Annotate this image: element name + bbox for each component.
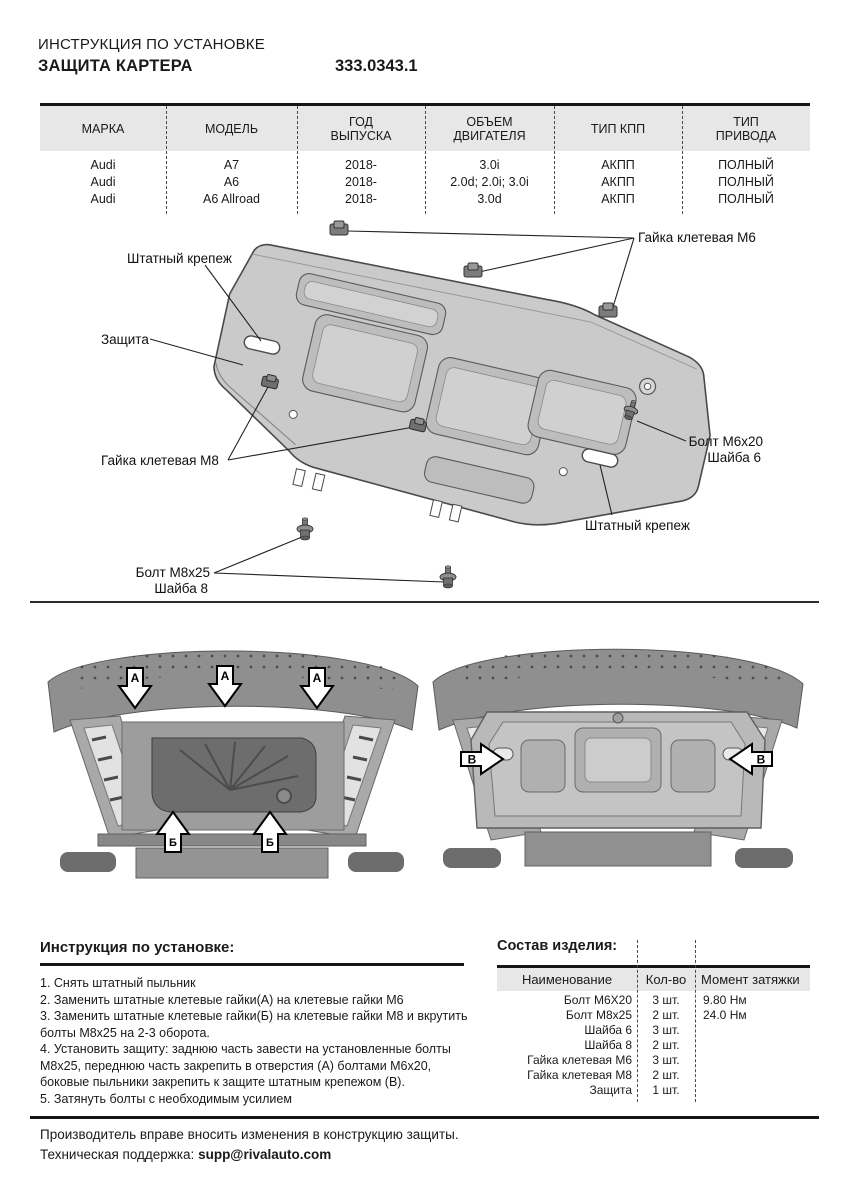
photo-underbody-after xyxy=(425,620,810,892)
instructions-steps xyxy=(40,975,478,1107)
footer-divider xyxy=(30,1116,819,1119)
table-divider xyxy=(297,106,298,214)
col-engine: ОБЪЕМ ДВИГАТЕЛЯ xyxy=(453,114,526,143)
col-gearbox: ТИП КПП xyxy=(590,121,646,136)
footer-support xyxy=(40,1147,331,1162)
arrow-a-label: А xyxy=(220,669,230,683)
arrow-a-label: А xyxy=(312,671,322,685)
instructions-section xyxy=(40,939,480,1107)
support-label: Техническая поддержка: xyxy=(40,1147,195,1162)
col-marka: МАРКА xyxy=(81,121,125,136)
plate-notch xyxy=(293,469,325,491)
col-drive: ТИП ПРИВОДА xyxy=(715,114,777,143)
cell: 3.0i xyxy=(479,158,500,172)
vehicle-table xyxy=(40,103,810,208)
cell: ПОЛНЫЙ xyxy=(718,192,774,206)
part-number: 333.0343.1 xyxy=(335,57,418,75)
cell: Audi xyxy=(90,158,116,172)
cell: Audi xyxy=(90,192,116,206)
callout-factory-fastener-bottom: Штатный крепеж xyxy=(585,518,690,533)
step-5: 5. Затянуть болты с необходимым усилием xyxy=(40,1091,292,1106)
parts-table-rows xyxy=(497,993,810,1098)
section-divider xyxy=(30,601,819,603)
cell: АКПП xyxy=(601,192,635,206)
parts-row: Защита 1 шт. xyxy=(589,1083,680,1097)
cell: 2.0d; 2.0i; 3.0i xyxy=(450,175,529,189)
callout-cage-nut-m6: Гайка клетевая М6 xyxy=(638,230,756,245)
arrow-b-label: Б xyxy=(169,837,177,849)
parts-row: Гайка клетевая М6 3 шт. xyxy=(527,1053,680,1067)
cell: A6 Allroad xyxy=(203,192,260,206)
col-torque: Момент затяжки xyxy=(701,972,800,987)
cage-nut-m6-icon xyxy=(330,221,348,235)
step-2: 2. Заменить штатные клетевые гайки(А) на клетевые гайки М6 xyxy=(40,992,404,1007)
table-divider xyxy=(425,106,426,214)
cell: Audi xyxy=(90,175,116,189)
cage-nut-m6-icon xyxy=(599,303,617,317)
cell: АКПП xyxy=(601,158,635,172)
cell: ПОЛНЫЙ xyxy=(718,175,774,189)
doc-type-title: ИНСТРУКЦИЯ ПО УСТАНОВКЕ xyxy=(38,36,265,53)
cell: 2018- xyxy=(345,158,377,172)
cell: АКПП xyxy=(601,175,635,189)
parts-section xyxy=(497,938,812,1097)
cell: 2018- xyxy=(345,175,377,189)
table-divider xyxy=(682,106,683,214)
parts-title: Состав изделия: xyxy=(497,938,618,954)
parts-row: Гайка клетевая М8 2 шт. xyxy=(527,1068,680,1082)
step-1: 1. Снять штатный пыльник xyxy=(40,976,196,990)
cell: A6 xyxy=(223,175,240,189)
callout-factory-fastener-top: Штатный крепеж xyxy=(127,251,232,266)
skid-plate xyxy=(194,229,732,560)
col-name: Наименование xyxy=(521,972,613,987)
parts-row: Шайба 6 3 шт. xyxy=(584,1023,680,1037)
step-4: 4. Установить защиту: заднюю часть завести на установленные болты М8х25, переднюю часть закрепить в отверстия (А) болтами М6х20, боковые пыльники закрепить к защите штатным крепежом (В). xyxy=(40,1042,451,1089)
arrow-a-label: А xyxy=(130,671,140,685)
support-email[interactable]: supp@rivalauto.com xyxy=(198,1147,332,1162)
parts-row: Шайба 8 2 шт. xyxy=(584,1038,680,1052)
exploded-diagram xyxy=(0,215,849,608)
table-divider xyxy=(637,940,638,1102)
col-model: МОДЕЛЬ xyxy=(204,121,259,136)
instructions-title: Инструкция по установке: xyxy=(40,939,464,966)
product-title: ЗАЩИТА КАРТЕРА xyxy=(38,57,193,75)
callout-guard: Защита xyxy=(101,332,149,347)
bolt-m8x25-icon xyxy=(440,566,456,588)
table-divider xyxy=(554,106,555,214)
parts-table-header xyxy=(497,968,810,991)
callout-washer-8: Шайба 8 xyxy=(154,581,208,596)
cell: ПОЛНЫЙ xyxy=(718,158,774,172)
callout-washer-6: Шайба 6 xyxy=(707,450,761,465)
col-year: ГОД ВЫПУСКА xyxy=(330,114,392,143)
parts-row: Болт М6X20 3 шт. 9.80 Нм xyxy=(563,993,747,1007)
footer-disclaimer: Производитель вправе вносить изменения в конструкцию защиты. xyxy=(40,1127,459,1142)
arrow-v-label: В xyxy=(756,752,766,767)
col-qty: Кол-во xyxy=(645,972,687,987)
arrow-v-label: В xyxy=(467,752,477,767)
table-divider xyxy=(166,106,167,214)
cell: 2018- xyxy=(345,192,377,206)
parts-row: Болт М8х25 2 шт. 24.0 Нм xyxy=(565,1008,747,1022)
callout-cage-nut-m8: Гайка клетевая М8 xyxy=(101,453,219,468)
arrow-b-label: Б xyxy=(266,837,274,849)
bolt-m8x25-icon xyxy=(297,518,313,540)
callout-bolt-m6: Болт М6х20 xyxy=(688,434,763,449)
photo-underbody-before xyxy=(40,620,425,892)
cell: 3.0d xyxy=(477,192,502,206)
step-3: 3. Заменить штатные клетевые гайки(Б) на клетевые гайки М8 и вкрутить болты М8х25 на 2-3 оборота. xyxy=(40,1009,468,1040)
cell: A7 xyxy=(223,158,240,172)
callout-bolt-m8: Болт М8х25 xyxy=(135,565,210,580)
table-divider xyxy=(695,940,696,1102)
cage-nut-m6-icon xyxy=(464,263,482,277)
